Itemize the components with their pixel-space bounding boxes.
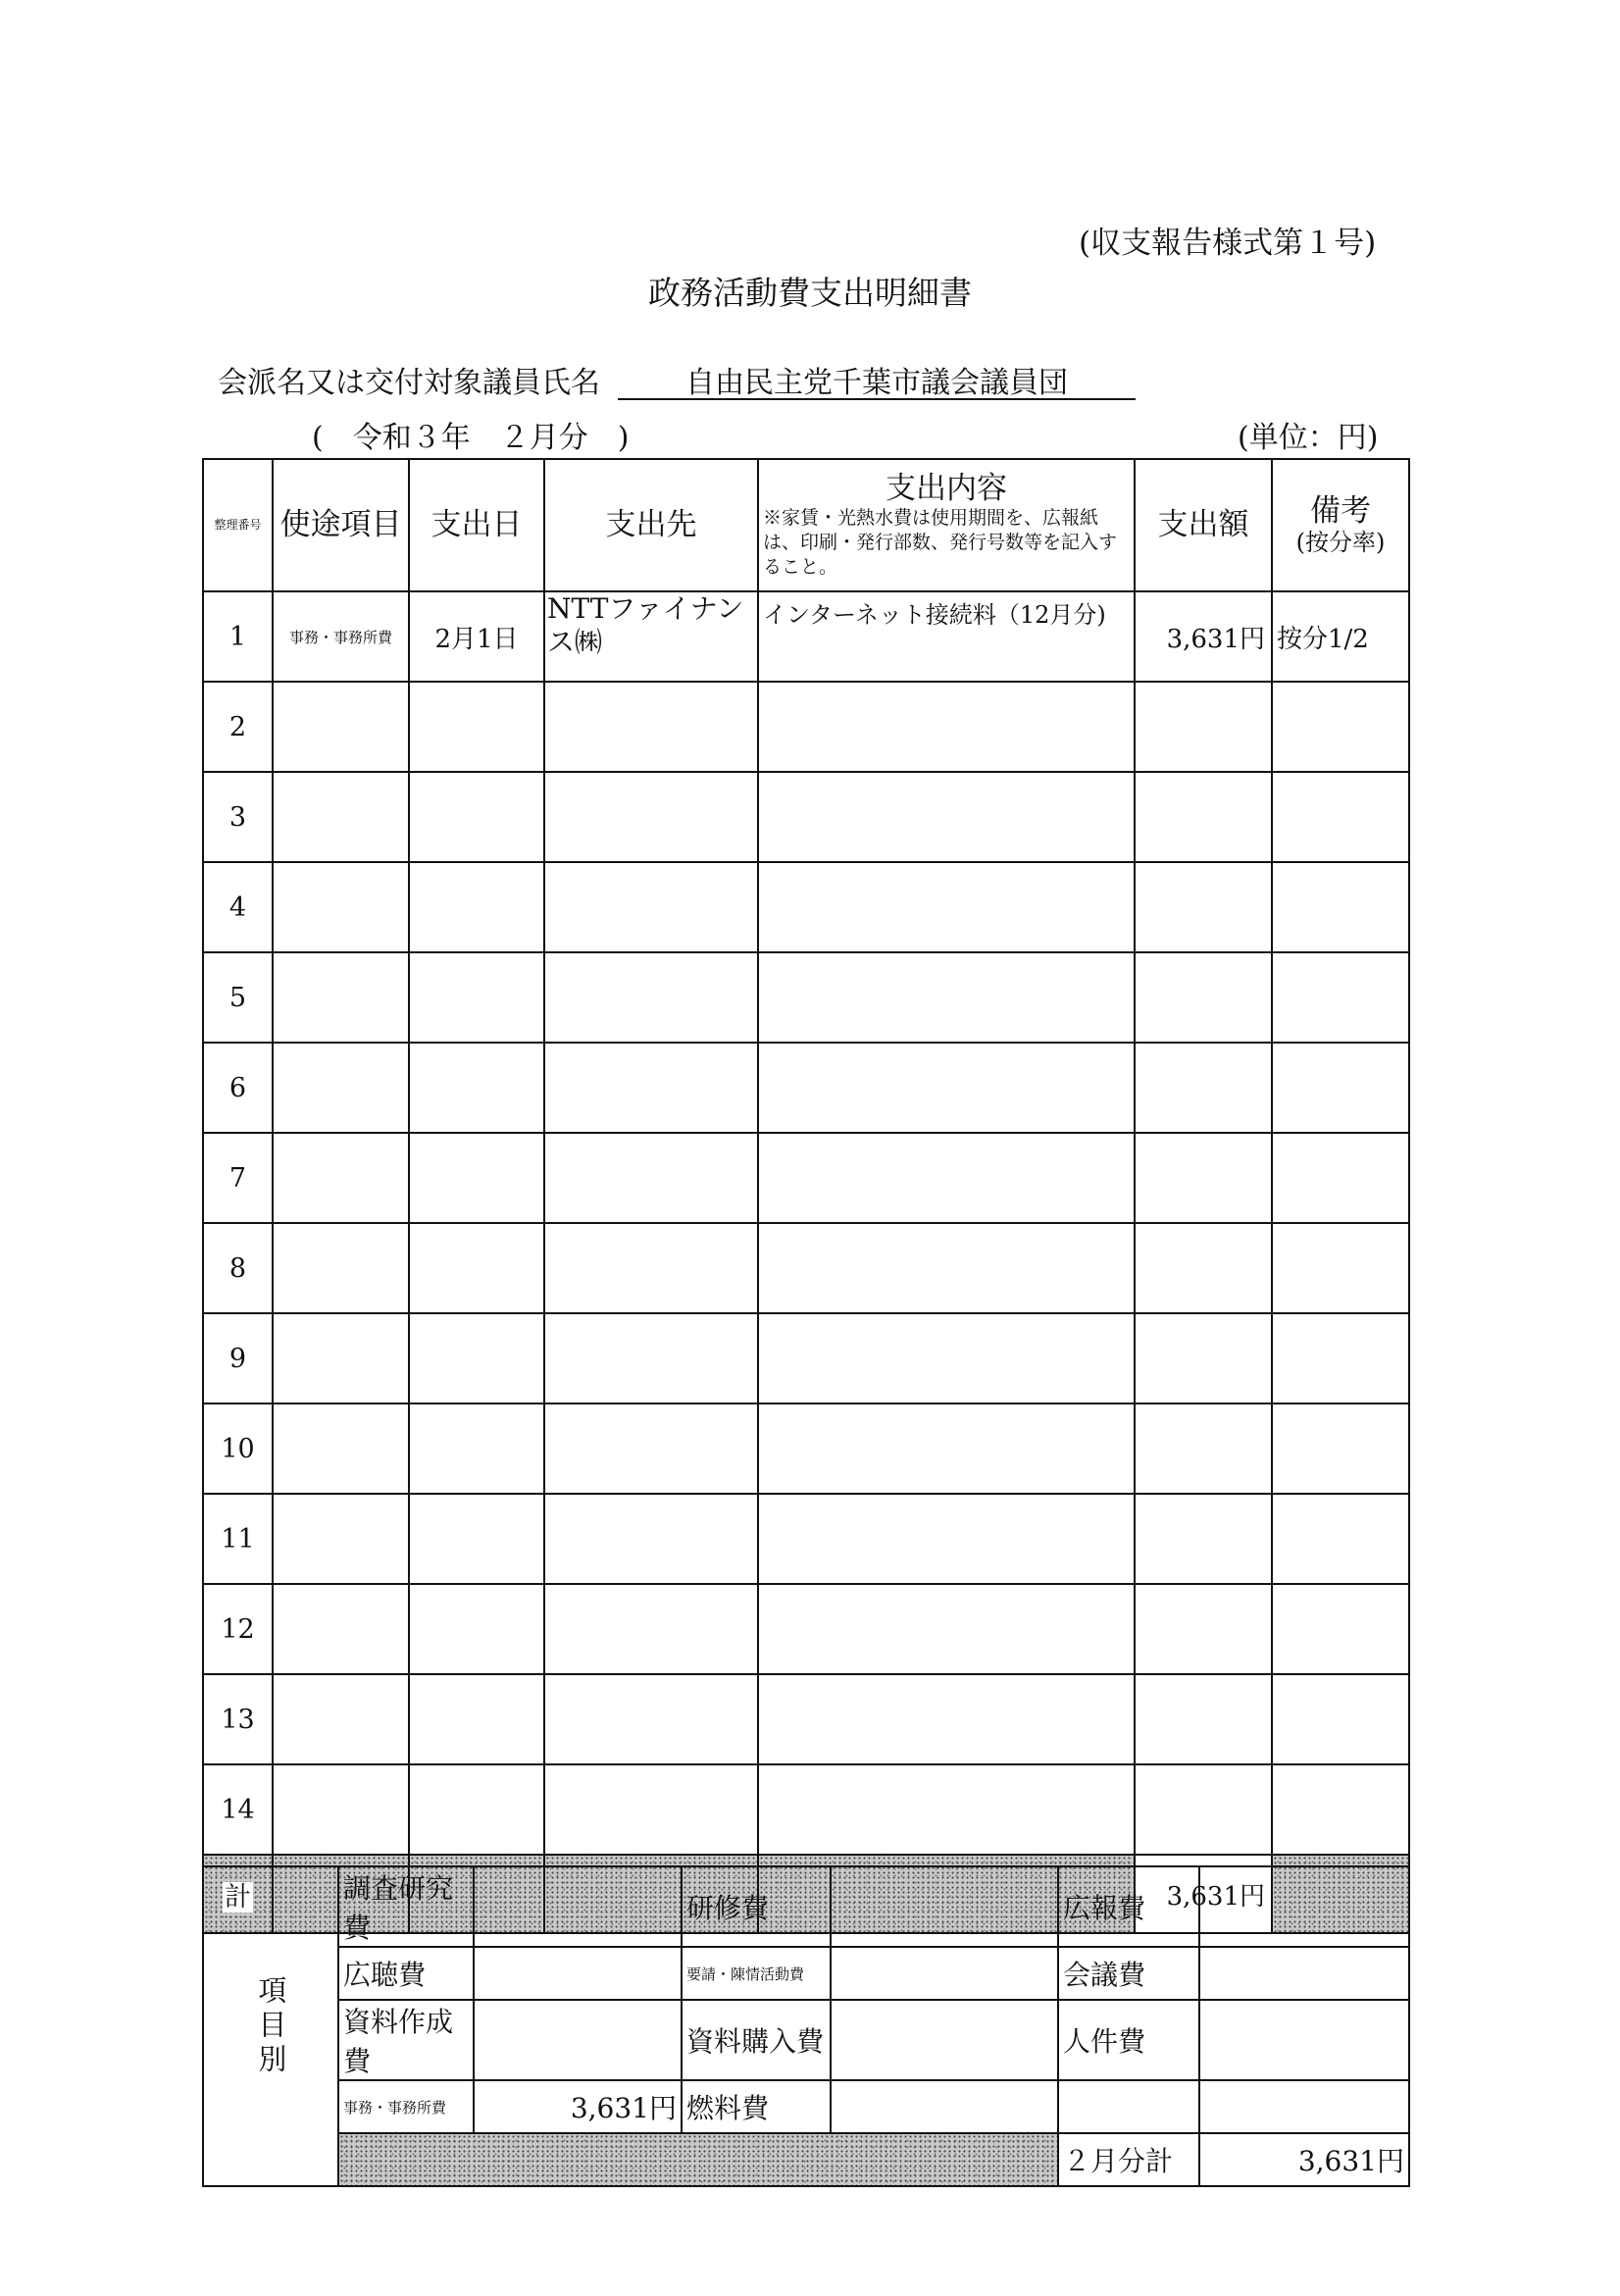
category-row [203, 2080, 1409, 2133]
cell-amount: 3,631円 [1135, 591, 1272, 682]
category-body [203, 1866, 1409, 2186]
cell-purpose [273, 772, 409, 862]
table-row [203, 1403, 1409, 1494]
cell-purpose [273, 682, 409, 772]
table-row [203, 1584, 1409, 1674]
cell-date [409, 1584, 544, 1674]
table-row [203, 1674, 1409, 1764]
cell-date [409, 1133, 544, 1223]
category-label: 広聴費 [338, 1947, 474, 2000]
monthly-total-row [203, 2133, 1409, 2186]
header-content [758, 459, 1135, 591]
cell-date [409, 1494, 544, 1584]
category-value [831, 1866, 1058, 1947]
cell-amount [1135, 1133, 1272, 1223]
header-remarks-sub: (按分率) [1295, 528, 1386, 556]
table-row [203, 1494, 1409, 1584]
cell-remarks [1272, 1764, 1409, 1855]
category-row [203, 2000, 1409, 2080]
organization-underline [618, 398, 1136, 400]
cell-purpose [273, 862, 409, 952]
cell-amount [1135, 772, 1272, 862]
cell-amount [1135, 1584, 1272, 1674]
unit-label: (単位：円) [1238, 421, 1379, 455]
period-text: 令和３年 ２月分 [352, 421, 588, 455]
cell-payee [544, 1043, 758, 1133]
cell-payee [544, 952, 758, 1043]
cell-content [758, 682, 1135, 772]
category-label: 会議費 [1058, 1947, 1199, 2000]
cell-remarks [1272, 1494, 1409, 1584]
category-row [203, 1947, 1409, 2000]
cell-remarks [1272, 772, 1409, 862]
cell-content: インターネット接続料（12月分) [758, 591, 1135, 682]
cell-payee: NTTファイナンス㈱ [544, 591, 758, 682]
cell-date [409, 1313, 544, 1403]
cell-content [758, 1764, 1135, 1855]
cell-amount [1135, 862, 1272, 952]
organization-name: 自由民主党千葉市議会議員団 [685, 366, 1068, 400]
category-value [1199, 1866, 1409, 1947]
period-open-paren: ( [312, 421, 324, 455]
table-row [203, 1223, 1409, 1313]
category-label: 事務・事務所費 [338, 2080, 474, 2133]
table-header-row [203, 459, 1409, 591]
category-value [1199, 2080, 1409, 2133]
category-value [831, 1947, 1058, 2000]
cell-content [758, 952, 1135, 1043]
cell-date [409, 862, 544, 952]
cell-content [758, 1313, 1135, 1403]
cell-content [758, 1403, 1135, 1494]
table-body [203, 591, 1409, 1855]
category-value: 3,631円 [474, 2080, 682, 2133]
category-label: 研修費 [682, 1866, 831, 1947]
cell-payee [544, 1494, 758, 1584]
cell-no: 10 [203, 1403, 273, 1494]
cell-remarks [1272, 1674, 1409, 1764]
cell-payee [544, 1674, 758, 1764]
monthly-total-label: ２月分計 [1058, 2133, 1199, 2186]
cell-payee [544, 862, 758, 952]
cell-date [409, 772, 544, 862]
cell-remarks [1272, 1403, 1409, 1494]
cell-payee [544, 1223, 758, 1313]
cell-no: 5 [203, 952, 273, 1043]
cell-date [409, 1764, 544, 1855]
cell-remarks [1272, 1133, 1409, 1223]
category-table [202, 1865, 1410, 2187]
table-row [203, 682, 1409, 772]
cell-no: 1 [203, 591, 273, 682]
cell-remarks [1272, 1223, 1409, 1313]
header-no: 整理番号 [203, 459, 273, 591]
table-row [203, 772, 1409, 862]
cell-purpose [273, 1584, 409, 1674]
header-remarks [1272, 459, 1409, 591]
cell-remarks [1272, 1313, 1409, 1403]
cell-purpose [273, 1674, 409, 1764]
category-value [474, 2000, 682, 2080]
cell-no: 12 [203, 1584, 273, 1674]
cell-amount [1135, 682, 1272, 772]
cell-date [409, 682, 544, 772]
cell-purpose [273, 1494, 409, 1584]
category-label: 要請・陳情活動費 [682, 1947, 831, 2000]
period-close-paren: ) [617, 421, 630, 455]
cell-remarks [1272, 1584, 1409, 1674]
monthly-total-value: 3,631円 [1199, 2133, 1409, 2186]
header-payee: 支出先 [544, 459, 758, 591]
table-row [203, 1043, 1409, 1133]
document-title: 政務活動費支出明細書 [648, 274, 972, 312]
total-amount: 3,631円 [1135, 1855, 1272, 1933]
category-label: 人件費 [1058, 2000, 1199, 2080]
cell-payee [544, 682, 758, 772]
cell-date [409, 1043, 544, 1133]
cell-date [409, 1674, 544, 1764]
cell-amount [1135, 1313, 1272, 1403]
cell-purpose [273, 1043, 409, 1133]
cell-purpose [273, 952, 409, 1043]
header-amount: 支出額 [1135, 459, 1272, 591]
cell-purpose [273, 1764, 409, 1855]
table-row [203, 1133, 1409, 1223]
category-value [831, 2000, 1058, 2080]
cell-content [758, 1043, 1135, 1133]
cell-remarks [1272, 862, 1409, 952]
category-group-label: 項目別 [203, 1866, 338, 2186]
cell-remarks [1272, 952, 1409, 1043]
cell-no: 11 [203, 1494, 273, 1584]
cell-content [758, 862, 1135, 952]
cell-content [758, 1133, 1135, 1223]
header-date: 支出日 [409, 459, 544, 591]
cell-no: 8 [203, 1223, 273, 1313]
cell-content [758, 1223, 1135, 1313]
category-value [474, 1947, 682, 2000]
cell-payee [544, 1403, 758, 1494]
cell-amount [1135, 1043, 1272, 1133]
cell-payee [544, 772, 758, 862]
cell-payee [544, 1764, 758, 1855]
cell-no: 7 [203, 1133, 273, 1223]
cell-date [409, 952, 544, 1043]
header-content-label: 支出内容 [886, 470, 1007, 506]
cell-content [758, 1494, 1135, 1584]
cell-remarks: 按分1/2 [1272, 591, 1409, 682]
category-label: 広報費 [1058, 1866, 1199, 1947]
header-purpose: 使途項目 [273, 459, 409, 591]
table-row [203, 952, 1409, 1043]
cell-payee [544, 1584, 758, 1674]
cell-payee [544, 1313, 758, 1403]
header-content-note: ※家賃・光熱水費は使用期間を、広報紙は、印刷・発行部数、発行号数等を記入すること。 [763, 507, 1118, 578]
category-value [1199, 1947, 1409, 2000]
cell-purpose [273, 1223, 409, 1313]
cell-amount [1135, 1764, 1272, 1855]
table-row [203, 862, 1409, 952]
table-row [203, 1764, 1409, 1855]
cell-purpose [273, 1403, 409, 1494]
table-row [203, 591, 1409, 682]
cell-no: 6 [203, 1043, 273, 1133]
category-row [203, 1866, 1409, 1947]
period [312, 413, 629, 456]
cell-no: 9 [203, 1313, 273, 1403]
cell-remarks [1272, 682, 1409, 772]
category-label: 燃料費 [682, 2080, 831, 2133]
organization-label: 会派名又は交付対象議員氏名 [218, 366, 600, 400]
cell-amount [1135, 1403, 1272, 1494]
cell-payee [544, 1133, 758, 1223]
cell-content [758, 772, 1135, 862]
cell-purpose [273, 1133, 409, 1223]
cell-content [758, 1674, 1135, 1764]
category-label [1058, 2080, 1199, 2133]
category-label: 資料作成費 [338, 2000, 474, 2080]
cell-no: 14 [203, 1764, 273, 1855]
cell-amount [1135, 1494, 1272, 1584]
cell-date: 2月1日 [409, 591, 544, 682]
table-row [203, 1313, 1409, 1403]
cell-date [409, 1223, 544, 1313]
monthly-total-blank [338, 2133, 1058, 2186]
category-value [474, 1866, 682, 1947]
total-label-text: 計 [225, 1881, 251, 1913]
category-value [1199, 2000, 1409, 2080]
cell-remarks [1272, 1043, 1409, 1133]
form-number: (収支報告様式第１号) [1079, 226, 1377, 261]
expenditure-table [202, 458, 1410, 1934]
cell-no: 13 [203, 1674, 273, 1764]
cell-amount [1135, 1223, 1272, 1313]
cell-amount [1135, 1674, 1272, 1764]
cell-amount [1135, 952, 1272, 1043]
cell-purpose [273, 1313, 409, 1403]
category-label: 資料購入費 [682, 2000, 831, 2080]
cell-purpose: 事務・事務所費 [273, 591, 409, 682]
cell-date [409, 1403, 544, 1494]
cell-no: 4 [203, 862, 273, 952]
category-value [831, 2080, 1058, 2133]
header-remarks-label: 備考 [1310, 492, 1371, 529]
cell-no: 2 [203, 682, 273, 772]
category-label: 調査研究費 [338, 1866, 474, 1947]
cell-no: 3 [203, 772, 273, 862]
cell-content [758, 1584, 1135, 1674]
